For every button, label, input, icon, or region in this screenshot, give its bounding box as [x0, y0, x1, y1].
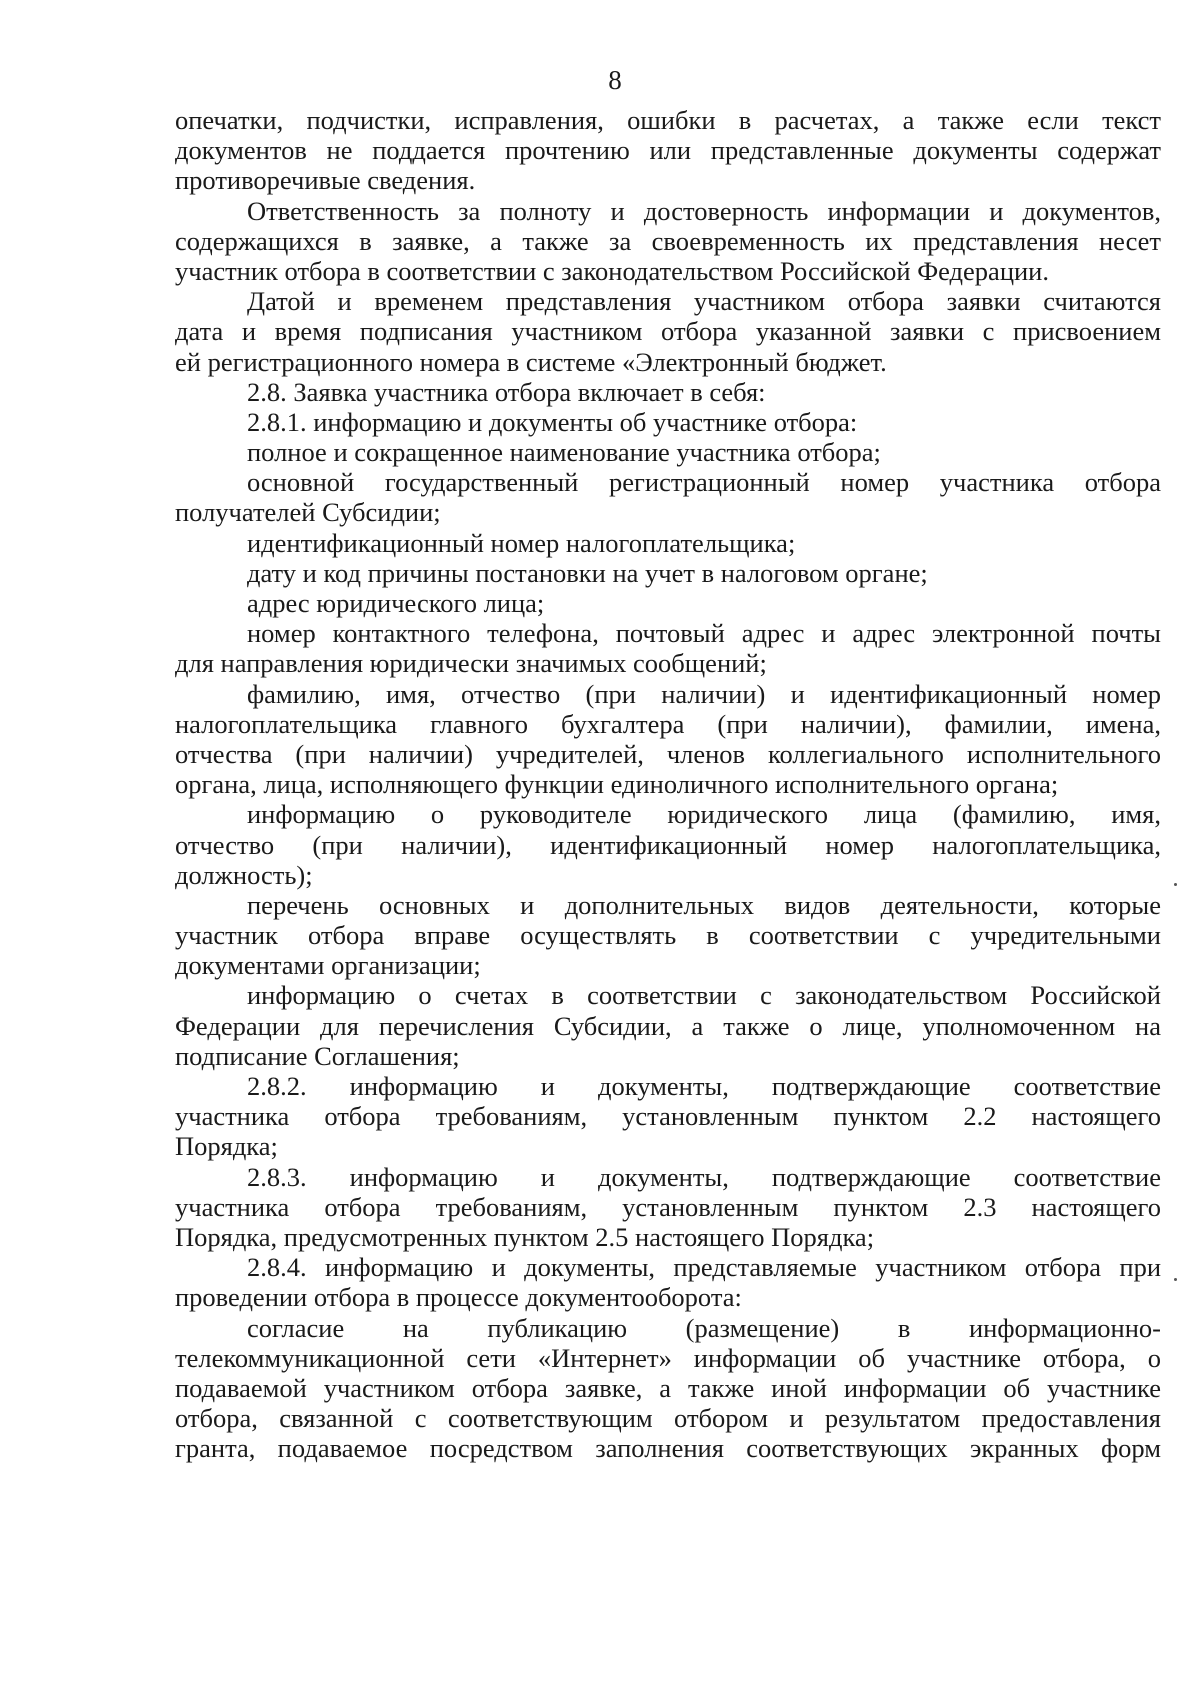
paragraph — [175, 105, 1161, 196]
paragraph — [175, 588, 1161, 618]
paragraph — [175, 437, 1161, 467]
text-line: 2.8.3. информацию и документы, подтверждающие соответствие — [247, 1161, 1161, 1192]
text-line: перечень основных и дополнительных видов деятельности, которые — [247, 889, 1161, 920]
text-line: идентификационный номер налогоплательщика; — [247, 527, 796, 558]
text-line: адрес юридического лица; — [247, 588, 545, 618]
text-line: номер контактного телефона, почтовый адрес и адрес электронной почты — [247, 618, 1161, 649]
text-line: участник отбора вправе осуществлять в соответствии с учредительными — [175, 920, 1161, 951]
text-line: дату и код причины постановки на учет в налоговом органе; — [247, 557, 928, 588]
paragraph — [175, 558, 1161, 588]
text-line: дата и время подписания участником отбора указанной заявки с присвоением — [175, 316, 1161, 347]
text-line: Порядка, предусмотренных пунктом 2.5 настоящего Порядка; — [175, 1221, 875, 1252]
text-line: полное и сокращенное наименование участника отбора; — [247, 437, 881, 468]
paragraph — [175, 1162, 1161, 1253]
text-line: противоречивые сведения. — [175, 165, 476, 196]
text-line: содержащихся в заявке, а также за своевременность их представления несет — [175, 225, 1161, 256]
paragraph — [175, 799, 1161, 890]
text-line: документов не поддается прочтению или представленные документы содержат — [175, 135, 1161, 166]
text-line: подписание Соглашения; — [175, 1040, 460, 1071]
text-line: для направления юридически значимых сообщений; — [175, 648, 767, 679]
text-line: 2.8.1. информацию и документы об участнике отбора: — [247, 406, 858, 437]
paragraph — [175, 286, 1161, 377]
paragraph — [175, 196, 1161, 287]
text-line: получателей Субсидии; — [175, 497, 441, 528]
text-line: Порядка; — [175, 1131, 278, 1162]
text-line: опечатки, подчистки, исправления, ошибки в расчетах, а также если текст — [175, 105, 1161, 135]
paragraph — [175, 467, 1161, 527]
text-line: органа, лица, исполняющего функции единоличного исполнительного органа; — [175, 769, 1059, 800]
text-line: телекоммуникационной сети «Интернет» информации об участнике отбора, о — [175, 1342, 1161, 1373]
text-line: информацию о счетах в соответствии с законодательством Российской — [247, 980, 1161, 1011]
text-line: отчество (при наличии), идентификационный номер налогоплательщика, — [175, 829, 1161, 860]
paragraph — [175, 679, 1161, 800]
text-line: основной государственный регистрационный номер участника отбора — [247, 467, 1161, 498]
text-line: должность); — [175, 859, 313, 890]
paragraph — [175, 1252, 1161, 1312]
text-line: информацию о руководителе юридического лица (фамилию, имя, — [247, 799, 1161, 830]
paragraph — [175, 377, 1161, 407]
text-line: 2.8.2. информацию и документы, подтверждающие соответствие — [247, 1071, 1161, 1101]
text-line: Датой и временем представления участником отбора заявки считаются — [247, 286, 1161, 317]
text-line: Федерации для перечисления Субсидии, а также о лице, уполномоченном на — [175, 1010, 1161, 1041]
text-line: Ответственность за полноту и достоверность информации и документов, — [247, 195, 1161, 226]
text-line: отбора, связанной с соответствующим отбором и результатом предоставления — [175, 1403, 1161, 1434]
text-line: 2.8.4. информацию и документы, представляемые участником отбора при — [247, 1252, 1161, 1283]
paragraph — [175, 890, 1161, 981]
scan-speck — [1174, 1278, 1177, 1281]
document-body — [175, 105, 1161, 1463]
text-line: согласие на публикацию (размещение) в информационно- — [247, 1312, 1161, 1343]
paragraph — [175, 528, 1161, 558]
text-line: гранта, подаваемое посредством заполнения соответствующих экранных форм — [175, 1433, 1161, 1464]
text-line: подаваемой участником отбора заявке, а также иной информации об участнике — [175, 1372, 1161, 1403]
paragraph — [175, 407, 1161, 437]
scan-speck — [1174, 883, 1177, 886]
text-line: документами организации; — [175, 950, 481, 981]
text-line: налогоплательщика главного бухгалтера (при наличии), фамилии, имена, — [175, 708, 1161, 739]
text-line: участник отбора в соответствии с законодательством Российской Федерации. — [175, 255, 1049, 286]
text-line: 2.8. Заявка участника отбора включает в себя: — [247, 376, 766, 407]
paragraph — [175, 618, 1161, 678]
text-line: фамилию, имя, отчество (при наличии) и идентификационный номер — [247, 678, 1161, 709]
text-line: отчества (при наличии) учредителей, членов коллегиального исполнительного — [175, 738, 1161, 769]
text-line: участника отбора требованиям, установленным пунктом 2.2 настоящего — [175, 1101, 1161, 1132]
page-number: 8 — [608, 65, 622, 95]
paragraph — [175, 980, 1161, 1071]
text-line: проведении отбора в процессе документооборота: — [175, 1282, 742, 1313]
text-line: участника отбора требованиям, установленным пунктом 2.3 настоящего — [175, 1191, 1161, 1222]
text-line: ей регистрационного номера в системе «Электронный бюджет. — [175, 346, 887, 377]
paragraph — [175, 1313, 1161, 1464]
paragraph — [175, 1071, 1161, 1162]
